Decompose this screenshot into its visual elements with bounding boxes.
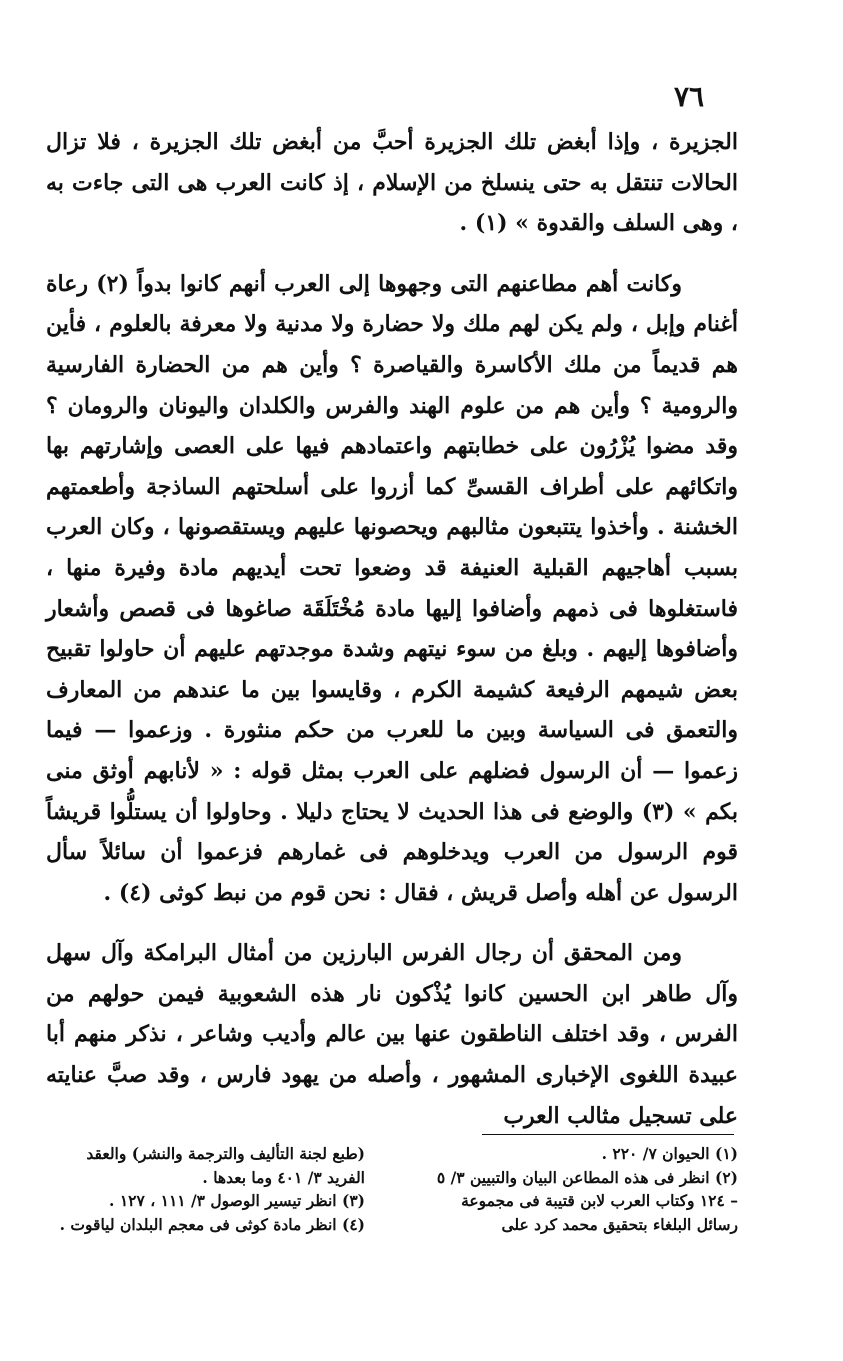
paragraph-shuubiyya-criticisms: وكانت أهم مطاعنهم التى وجهوها إلى العرب أنهم كانوا بدواً (٢) رعاة أغنام وإبل ، ولم يكن لهم ملك ولا حضارة ولا مدنية ولا معرفة بالعلوم ، فأين هم قديماً من ملك الأكاسرة والقياصرة ؟ وأين هم من الحضارة الفارسية والرومية ؟ وأين هم من علوم الهند والفرس والكلدان واليونان والرومان ؟ وقد مضوا يُزْرُون على خطابتهم واعتمادهم فيها على العصى وإشارتهم بها واتكائهم على أطراف القسىِّ كما أزروا على أسلحتهم الساذجة وأطعمتهم الخشنة . وأخذوا يتتبعون مثالبهم ويحصونها عليهم ويستقصونها ، وكان العرب بسبب أهاجيهم القبلية العنيفة قد وضعوا تحت أيديهم مادة وفيرة منها ، فاستغلوها فى ذمهم وأضافوا إليها مادة مُخْتَلَقَة صاغوها فى قصص وأشعار وأضافوها إليهم . وبلغ من سوء نيتهم وشدة موجدتهم عليهم أن حاولوا تقبيح بعض شيمهم الرفيعة كشيمة الكرم ، وقايسوا بين ما عندهم من المعارف والتعمق فى السياسة وبين ما للعرب من حكم منثورة . وزعموا — فيما زعموا — أن الرسول فضلهم على العرب بمثل قوله : « لأنابهم أوثق منى بكم » (٣) والوضع فى هذا الحديث لا يحتاج دليلا . وحاولوا أن يستلُّوا قريشاً قوم الرسول من العرب ويدخلوهم فى غمارهم فزعموا أن سائلاً سأل الرسول عن أهله وأصل قريش ، فقال : نحن قوم من نبط كوثى (٤) . bbox=[46, 270, 738, 906]
footnotes-right-column bbox=[430, 1142, 738, 1236]
page-number: ٧٦ bbox=[674, 80, 705, 113]
footnote-3: (٣) انظر تيسير الوصول ٣/ ١١١ ، ١٢٧ . bbox=[109, 1191, 365, 1210]
footnote-4: (٤) انظر مادة كوثى فى معجم البلدان لياقوت . bbox=[59, 1214, 365, 1234]
paragraph-continuation: الجزيرة ، وإذا أبغض تلك الجزيرة أحبَّ من أبغض تلك الجزيرة ، فلا تزال الحالات تنتقل به حتى ينسلخ من الإسلام ، إذ كانت العرب هى التى جاءت به ، وهى السلف والقدوة » (١) . bbox=[46, 129, 738, 237]
footnote-2: (٢) انظر فى هذه المطاعن البيان والتبيين ٣/ ٥ – ١٢٤ وكتاب العرب لابن قتيبة فى مجموعة رسائل البلغاء بتحقيق محمد كرد على bbox=[436, 1167, 738, 1234]
footnotes-left-column bbox=[46, 1142, 365, 1236]
body-text bbox=[46, 122, 738, 1136]
footnote-1: (١) الحيوان ٧/ ٢٢٠ . bbox=[601, 1144, 738, 1163]
footnote-2-continued: (طبع لجنة التأليف والترجمة والنشر) والعقد الفريد ٣/ ٤٠١ وما بعدها . bbox=[86, 1144, 365, 1187]
footnote-rule bbox=[482, 1134, 734, 1135]
paragraph-persian-figures: ومن المحقق أن رجال الفرس البارزين من أمثال البرامكة وآل سهل وآل طاهر ابن الحسين كانوا يُذْكون نار هذه الشعوبية فيمن حولهم من الفرس ، وقد اختلف الناطقون عنها بين عالم وأديب وشاعر ، نذكر منهم أبا عبيدة اللغوى الإخبارى المشهور ، وأصله من يهود فارس ، وقد صبَّ عنايته على تسجيل مثالب العرب bbox=[46, 940, 738, 1129]
